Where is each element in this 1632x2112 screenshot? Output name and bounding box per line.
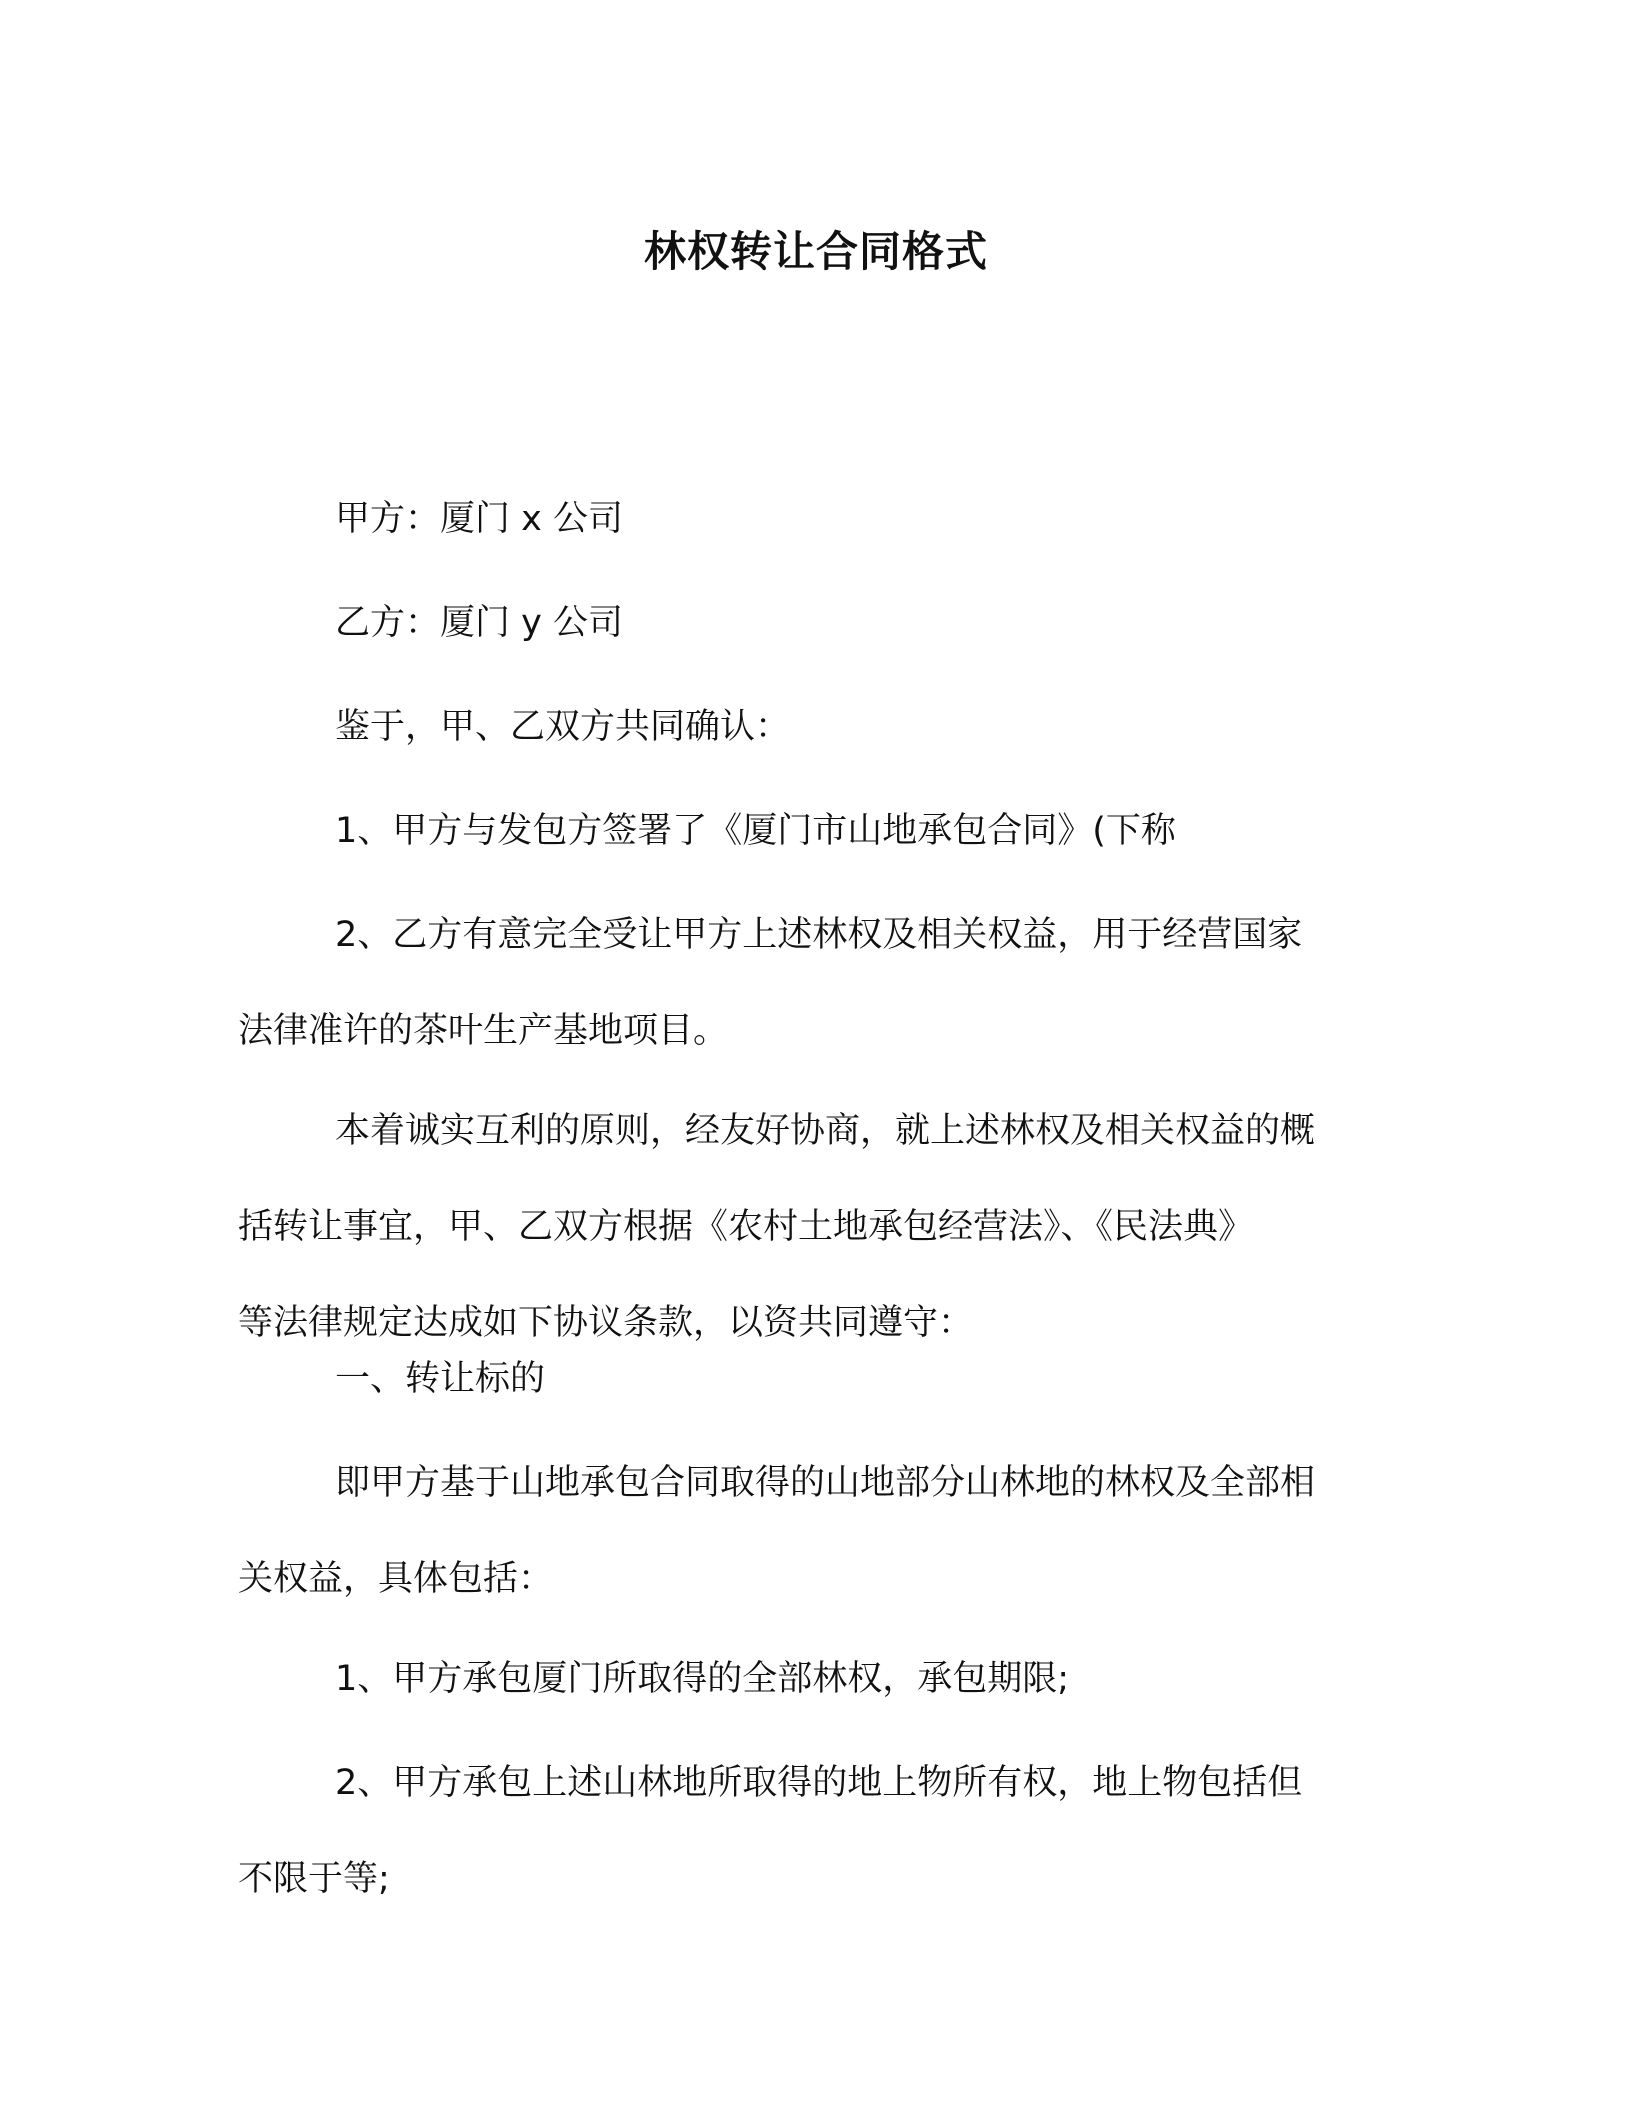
paragraph-line: 一、转让标的 xyxy=(335,1359,546,1399)
paragraph-party-b xyxy=(238,596,1378,650)
paragraph-subject-detail xyxy=(238,1456,1378,1606)
paragraph-line: 本着诚实互利的原则，经友好协商，就上述林权及相关权益的概 xyxy=(335,1111,1316,1151)
paragraph-whereas xyxy=(238,700,1378,754)
paragraph-item-2 xyxy=(238,908,1378,1058)
paragraph-line: 甲方：厦门 x 公司 xyxy=(335,499,623,539)
paragraph-line: 鉴于，甲、乙双方共同确认： xyxy=(335,707,791,747)
paragraph-line: 2、甲方承包上述山林地所取得的地上物所有权，地上物包括但 xyxy=(335,1763,1303,1803)
paragraph-principle xyxy=(238,1104,1378,1350)
paragraph-line: 关权益，具体包括： xyxy=(238,1559,554,1599)
document-title: 林权转让合同格式 xyxy=(643,227,988,276)
paragraph-subject-item-1 xyxy=(238,1652,1378,1706)
paragraph-line: 即甲方基于山地承包合同取得的山地部分山林地的林权及全部相 xyxy=(335,1463,1316,1503)
paragraph-line: 2、乙方有意完全受让甲方上述林权及相关权益，用于经营国家 xyxy=(335,915,1303,955)
paragraph-line: 等法律规定达成如下协议条款，以资共同遵守： xyxy=(238,1303,974,1343)
paragraph-line: 法律准许的茶叶生产基地项目。 xyxy=(238,1011,729,1051)
paragraph-line: 1、甲方与发包方签署了《厦门市山地承包合同》(下称 xyxy=(335,811,1176,851)
paragraph-line: 1、甲方承包厦门所取得的全部林权，承包期限; xyxy=(335,1659,1070,1699)
paragraph-line: 乙方：厦门 y 公司 xyxy=(335,603,623,643)
paragraph-subject-item-2 xyxy=(238,1756,1378,1906)
paragraph-party-a xyxy=(238,492,1378,546)
paragraph-line: 括转让事宜，甲、乙双方根据《农村土地承包经营法》、《民法典》 xyxy=(238,1207,1254,1247)
section-heading-transfer-subject xyxy=(238,1352,1378,1406)
paragraph-line: 不限于等; xyxy=(238,1859,390,1899)
paragraph-item-1 xyxy=(238,804,1378,858)
